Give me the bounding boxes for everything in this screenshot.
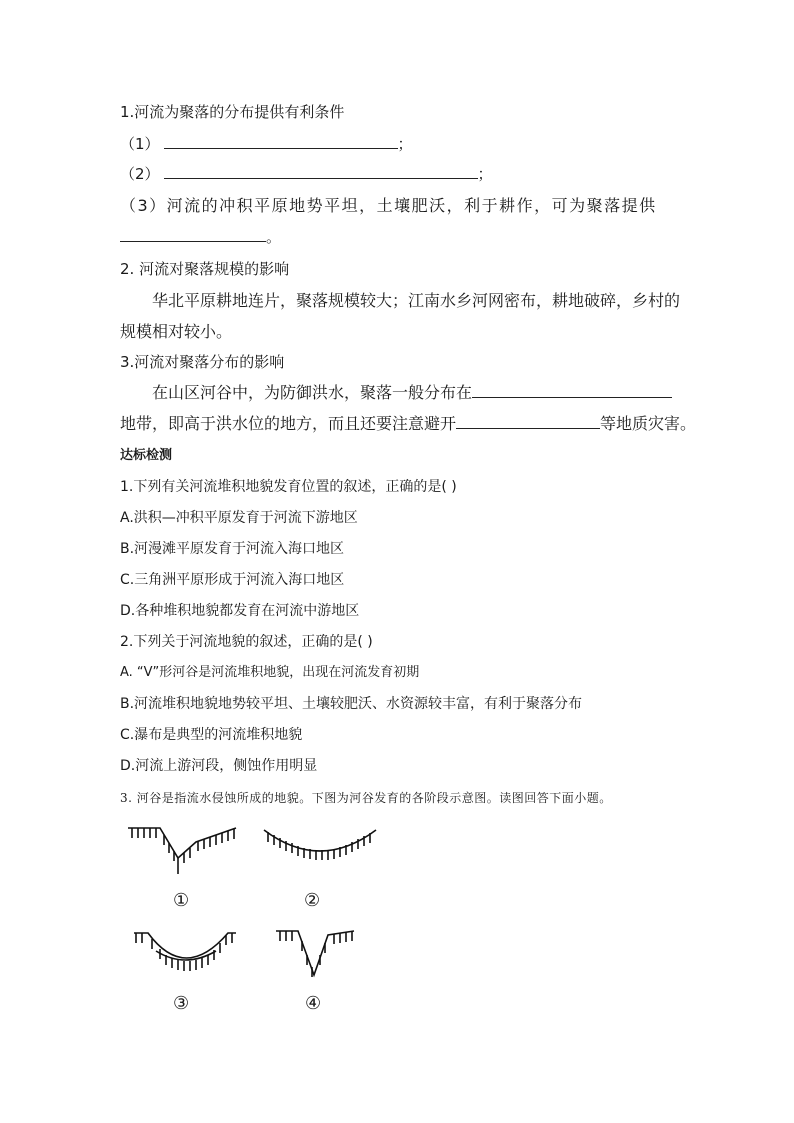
section1-item1 xyxy=(120,134,413,154)
section3-line2-suffix: 等地质灾害。 xyxy=(600,414,697,433)
item3-suffix: 。 xyxy=(266,228,282,246)
valley-diagram-3 xyxy=(130,925,240,985)
section2-title: 2. 河流对聚落规模的影响 xyxy=(120,260,290,278)
q1-option-d[interactable]: D.各种堆积地貌都发育在河流中游地区 xyxy=(120,603,360,619)
section1-item3: （3）河流的冲积平原地势平坦，土壤肥沃，利于耕作，可为聚落提供 xyxy=(120,196,657,215)
valley-diagram-2 xyxy=(260,822,380,872)
q2-option-d[interactable]: D.河流上游河段，侧蚀作用明显 xyxy=(120,758,318,774)
figure-label-3: ③ xyxy=(173,993,190,1014)
item1-suffix: ； xyxy=(397,135,413,153)
q2-stem: 2.下列关于河流地貌的叙述，正确的是( ) xyxy=(120,634,373,650)
q2-option-b[interactable]: B.河流堆积地貌地势较平坦、土壤较肥沃、水资源较丰富，有利于聚落分布 xyxy=(120,696,583,712)
section1-item3-continuation xyxy=(120,227,281,247)
item2-answer-blank[interactable] xyxy=(164,164,478,179)
assessment-heading: 达标检测 xyxy=(120,448,173,463)
q1-option-b[interactable]: B.河漫滩平原发育于河流入海口地区 xyxy=(120,541,345,557)
section3-blank-2[interactable] xyxy=(456,414,600,429)
item3-answer-blank[interactable] xyxy=(120,227,266,242)
valley-diagram-4 xyxy=(272,925,362,985)
q2-option-c[interactable]: C.瀑布是典型的河流堆积地貌 xyxy=(120,727,303,743)
section3-line1-prefix: 在山区河谷中，为防御洪水，聚落一般分布在 xyxy=(152,383,473,402)
section1-item2 xyxy=(120,164,493,184)
section2-para-line2: 规模相对较小。 xyxy=(120,322,233,341)
item1-prefix: （1） xyxy=(120,135,160,153)
item2-suffix: ； xyxy=(477,165,493,183)
section3-line2-prefix: 地带，即高于洪水位的地方，而且还要注意避开 xyxy=(120,414,457,433)
q1-option-a[interactable]: A.洪积—冲积平原发育于河流下游地区 xyxy=(120,510,358,526)
figure-label-1: ① xyxy=(173,890,190,911)
section3-para-line1 xyxy=(152,382,672,404)
q3-stem: 3. 河谷是指流水侵蚀所成的地貌。下图为河谷发育的各阶段示意图。读图回答下面小题。 xyxy=(120,791,612,805)
figure-label-2: ② xyxy=(304,890,321,911)
section3-para-line2 xyxy=(120,413,696,435)
figure-label-4: ④ xyxy=(305,993,322,1014)
section2-para-line1: 华北平原耕地连片，聚落规模较大；江南水乡河网密布，耕地破碎，乡村的 xyxy=(152,291,681,310)
q1-stem: 1.下列有关河流堆积地貌发育位置的叙述，正确的是( ) xyxy=(120,479,457,495)
valley-diagram-1 xyxy=(124,822,244,882)
section1-title: 1.河流为聚落的分布提供有利条件 xyxy=(120,103,345,121)
section3-title: 3.河流对聚落分布的影响 xyxy=(120,353,285,371)
section3-blank-1[interactable] xyxy=(472,383,672,398)
q2-option-a[interactable]: A. “V”形河谷是河流堆积地貌，出现在河流发育初期 xyxy=(120,665,420,680)
item1-answer-blank[interactable] xyxy=(164,134,398,149)
q1-option-c[interactable]: C.三角洲平原形成于河流入海口地区 xyxy=(120,572,345,588)
item2-prefix: （2） xyxy=(120,165,160,183)
